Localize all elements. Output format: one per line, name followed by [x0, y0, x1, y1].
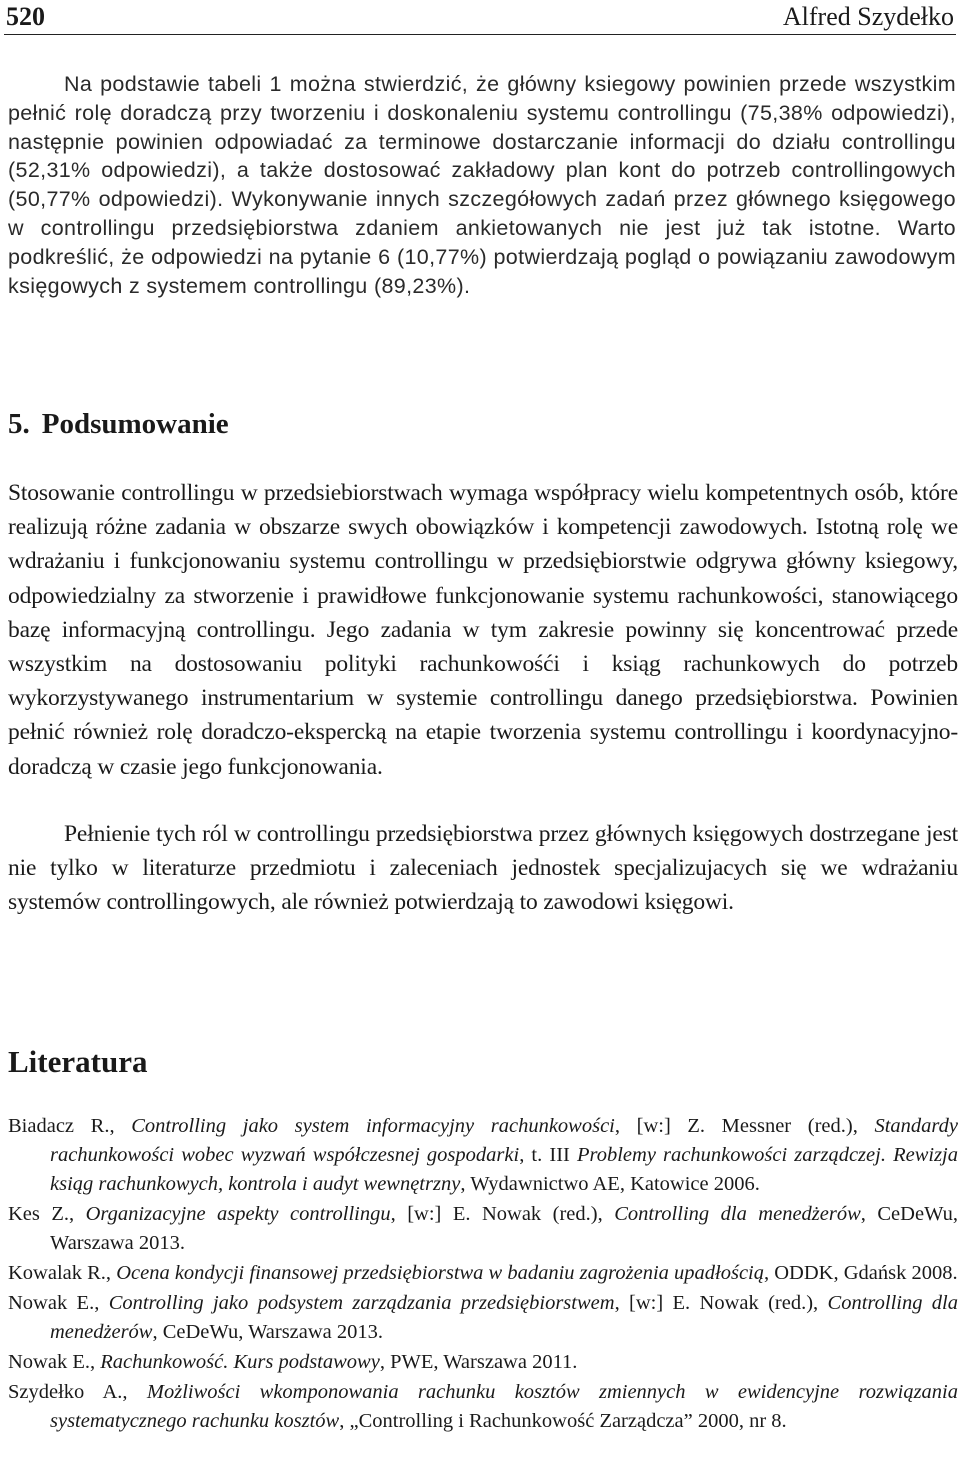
- running-author: Alfred Szydełko: [782, 2, 954, 31]
- summary-paragraph-2: Pełnienie tych ról w controllingu przedsiębiorstwa przez głównych księgowych dostrzegane jest nie tylko w literaturze przedmiotu i zaleceniach jednostek specjalizujacych się we wdrażaniu systemów controllingowych, ale również potwierdzają to zawodowi księgowi.: [8, 821, 958, 916]
- reference-title-text: Organizacyjne aspekty controllingu: [85, 1203, 391, 1225]
- reference-text: , PWE, Warszawa 2011.: [379, 1351, 578, 1373]
- page-number: 520: [6, 2, 45, 31]
- reference-title-text: Możliwości wkomponowania rachunku kosztów zmiennych w ewidencyjne rozwiązania systematycznego rachunku kosztów: [50, 1381, 958, 1432]
- reference-item: [8, 1112, 958, 1199]
- reference-text: , Wydawnictwo AE, Katowice 2006.: [460, 1173, 760, 1195]
- reference-text: , [w:] E. Nowak (red.),: [390, 1203, 615, 1225]
- reference-title-text: Controlling jako podsystem zarządzania przedsiębiorstwem: [108, 1292, 615, 1314]
- reference-text: Szydełko A.,: [8, 1381, 147, 1403]
- reference-item: [8, 1348, 958, 1377]
- reference-text: Kes Z.,: [8, 1203, 86, 1225]
- reference-title-text: Problemy rachunkowości zarządczej. Rewizja ksiąg rachunkowych, kontrola i audyt wewnętrzny: [50, 1144, 958, 1195]
- reference-text: , CeDeWu, Warszawa 2013.: [152, 1321, 384, 1343]
- reference-item: [8, 1289, 958, 1347]
- reference-title-text: Controlling dla menedżerów: [50, 1292, 958, 1343]
- intro-paragraph: Na podstawie tabeli 1 można stwierdzić, że główny ksiegowy powinien przede wszystkim pełnić rolę doradczą przy tworzeniu i doskonaleniu systemu controllingu (75,38% odpowiedzi), następnie powinien odpowiadać za terminowe dostarczanie informacji do działu controllingu (52,31% odpowiedzi), a także dostosować zakładowy plan kont do potrzeb controllingowych (50,77% odpowiedzi). Wykonywanie innych szczegółowych zadań przez głównego księgowego w controllingu przedsiębiorstwa zdaniem ankietowanych nie jest już tak istotne. Warto podkreślić, że odpowiedzi na pytanie 6 (10,77%) potwierdzają pogląd o powiązaniu zawodowym księgowych z systemem controllingu (89,23%).: [8, 72, 956, 298]
- section-title: Podsumowanie: [41, 408, 229, 440]
- literature-heading: Literatura: [8, 1044, 148, 1079]
- reference-text: Nowak E.,: [8, 1351, 101, 1373]
- section-heading: [8, 408, 229, 441]
- reference-item: [8, 1200, 958, 1258]
- reference-title-text: Controlling dla menedżerów: [614, 1203, 861, 1225]
- reference-text: , t. III: [519, 1144, 577, 1166]
- reference-item: [8, 1378, 958, 1436]
- section-number: 5.: [8, 408, 30, 440]
- reference-text: Biadacz R.,: [8, 1115, 132, 1137]
- reference-item: [8, 1259, 958, 1288]
- reference-text: Kowalak R.,: [8, 1262, 117, 1284]
- reference-title-text: Standardy rachunkowości wobec wyzwań współczesnej gospodarki: [50, 1115, 958, 1166]
- reference-text: Nowak E.,: [8, 1292, 109, 1314]
- reference-title-text: Ocena kondycji finansowej przedsiębiorstwa w badaniu zagrożenia upadłością: [116, 1262, 764, 1284]
- reference-text: , CeDeWu, Warszawa 2013.: [50, 1203, 958, 1254]
- reference-title-text: Rachunkowość. Kurs podstawowy: [100, 1351, 380, 1373]
- summary-paragraph-1: Stosowanie controllingu w przedsiebiorstwach wymaga współpracy wielu kompetentnych osób, które realizują różne zadania w obszarze swych obowiązków i kompetencji zawodowych. Istotną rolę we wdrażaniu i funkcjonowaniu systemu controllingu w przedsiębiorstwie odgrywa główny ksiegowy, odpowiedzialny za stworzenie i prawidłowe funkcjonowanie systemu rachunkowości, stanowiącego bazę informacyjną controllingu. Jego zadania w tym zakresie powinny się koncentrować przede wszystkim na dostosowaniu polityki rachunkowośći i ksiąg rachunkowych do potrzeb wykorzystywanego instrumentarium w systemie controllingu danego przedsiębiorstwa. Powinien pełnić również rolę doradczo-ekspercką na etapie tworzenia systemu controllingu i koordynacyjno-doradczą w czasie jego funkcjonowania.: [8, 480, 958, 780]
- reference-text: , [w:] E. Nowak (red.),: [614, 1292, 828, 1314]
- running-header: [4, 2, 956, 35]
- reference-text: , „Controlling i Rachunkowość Zarządcza” 2000, nr 8.: [339, 1410, 787, 1432]
- reference-list: [8, 1112, 958, 1437]
- reference-title-text: Controlling jako system informacyjny rachunkowości: [131, 1115, 615, 1137]
- reference-text: , ODDK, Gdańsk 2008.: [764, 1262, 958, 1284]
- reference-text: , [w:] Z. Messner (red.),: [614, 1115, 875, 1137]
